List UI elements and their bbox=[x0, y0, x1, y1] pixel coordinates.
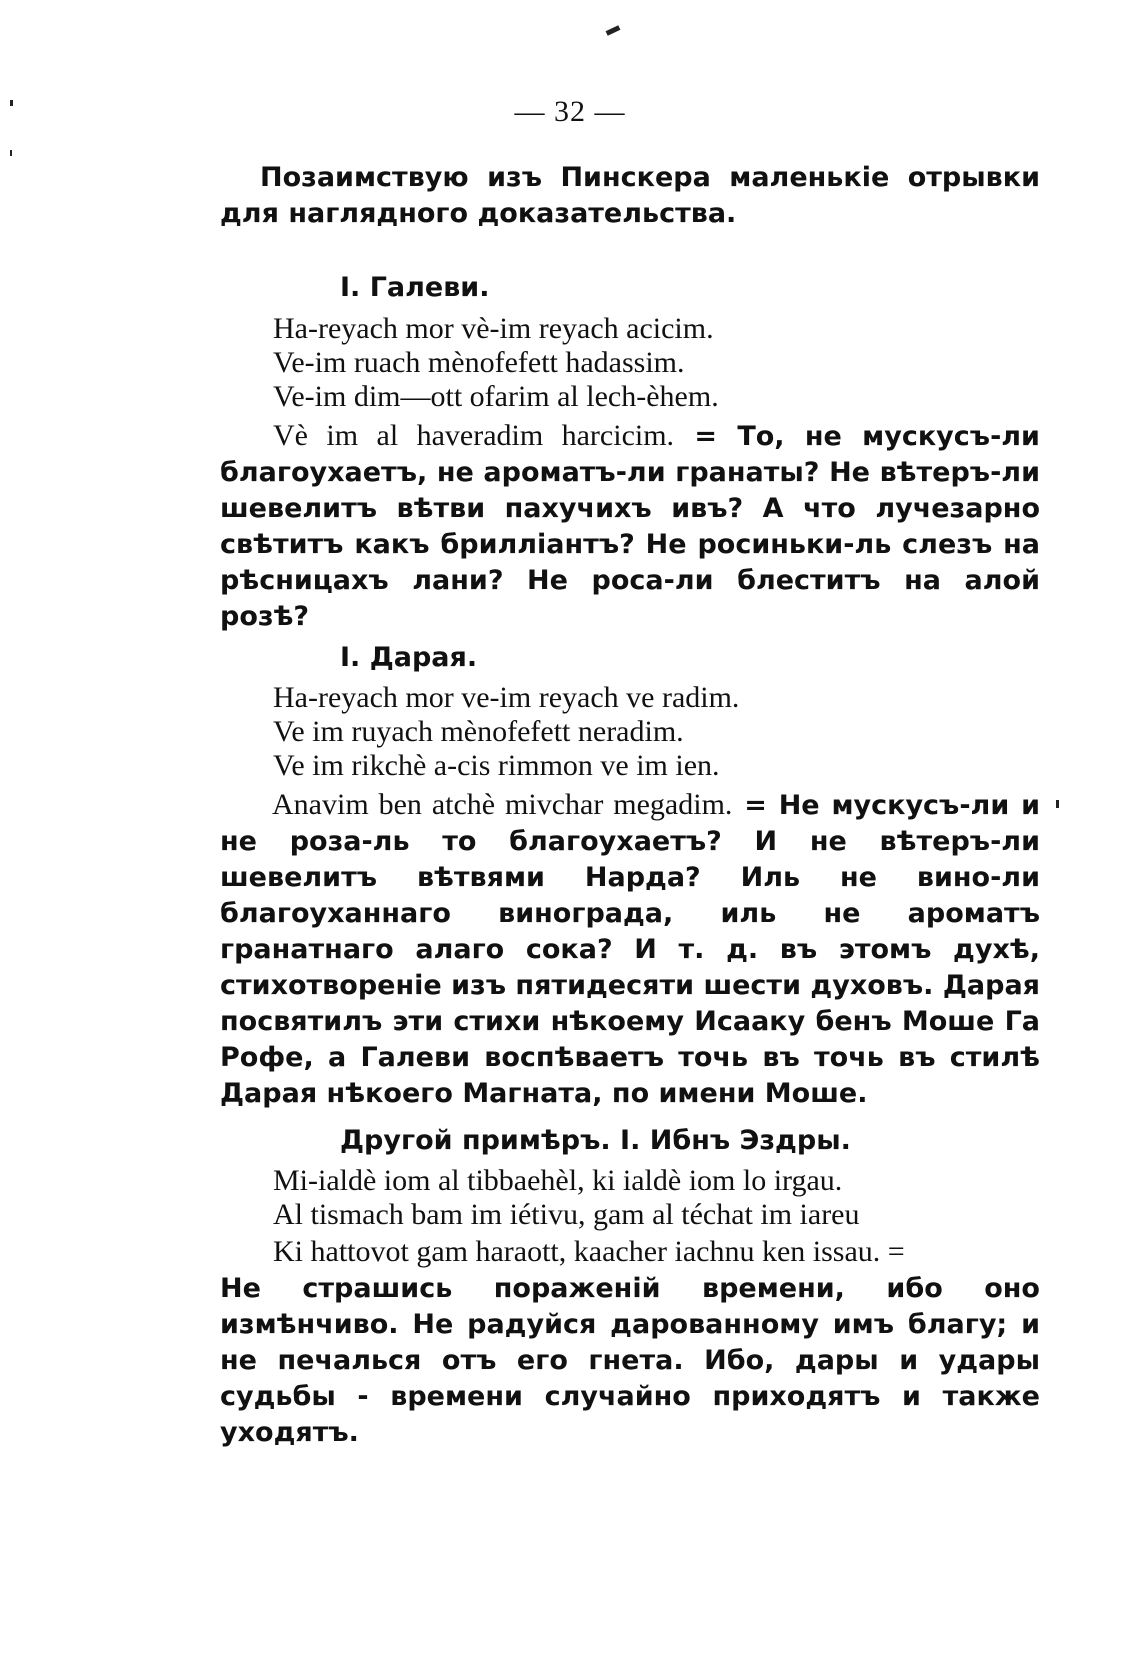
verse-line: Ha-reyach mor ve-im reyach ve radim. bbox=[273, 681, 740, 714]
verse-block-ibn-ezra bbox=[273, 1164, 860, 1232]
translation-text: Не страшись пораженій времени, ибо оно измѣнчиво. Не радуйся дарованному имъ благу; и не печалься отъ его гнета. Ибо, дары и удары судьбы - времени случайно приходятъ и также уходятъ. bbox=[220, 1273, 1040, 1448]
translation-text: = То, не мускусъ-ли благоухаетъ, не ароматъ-ли гранаты? Не вѣтеръ-ли шевелитъ вѣтви пахучихъ ивъ? А что лучезарно свѣтитъ какъ брилліантъ? Не росиньки-ль слезъ на рѣсницахъ лани? Не роса-ли блеститъ на алой розѣ? bbox=[220, 421, 1040, 632]
ink-speck bbox=[1056, 800, 1059, 808]
verse-line: Mi-ialdè iom al tibbaehèl, ki ialdè iom lo irgau. bbox=[273, 1164, 843, 1197]
verse-line: Ha-reyach mor vè-im reyach acicim. bbox=[273, 312, 714, 345]
intro-paragraph: Позаимствую изъ Пинскера маленькіе отрывки для наглядного доказательства. bbox=[220, 162, 1040, 229]
verse-line: Ve-im ruach mènofefett hadassim. bbox=[273, 346, 685, 379]
translation-text: = Не мускусъ-ли и не роза-ль то благоухаетъ? И не вѣтеръ-ли шевелитъ вѣтвями Нарда? Иль не вино-ли благоуханнаго винограда, иль не ароматъ гранатнаго алаго сока? И т. д. въ этомъ духѣ, стихотвореніе изъ пятидесяти шести духовъ. Дарая посвятилъ эти стихи нѣкоему Исааку бенъ Моше Га Рофе, а Галеви воспѣваетъ точь въ точь въ стилѣ Дарая нѣкоего Магната, по имени Моше. bbox=[220, 790, 1040, 1109]
verse-line-last: Vè im al haveradim harcicim. bbox=[273, 419, 675, 452]
verse-block-galevi bbox=[273, 312, 719, 414]
page-number: — 32 — bbox=[514, 95, 626, 128]
verse-line: Ve im ruyach mènofefett neradim. bbox=[273, 715, 684, 748]
ink-speck bbox=[10, 150, 12, 156]
section-heading-galevi: I. Галеви. bbox=[340, 272, 490, 303]
translation-daraya bbox=[220, 787, 1040, 1112]
ink-speck bbox=[606, 25, 621, 35]
section-heading-ibn-ezra: Другой примѣръ. I. Ибнъ Эздры. bbox=[340, 1125, 851, 1156]
translation-galevi bbox=[220, 418, 1040, 635]
verse-block-daraya bbox=[273, 681, 739, 783]
verse-line: Ve im rikchè a-cis rimmon ve im ien. bbox=[273, 749, 720, 782]
verse-line: Ve-im dim—ott ofarim al lech-èhem. bbox=[273, 380, 719, 413]
translation-ibn-ezra bbox=[220, 1234, 1040, 1451]
verse-line: Al tismach bam im iétivu, gam al téchat im iareu bbox=[273, 1198, 860, 1231]
verse-line-last: Anavim ben atchè mivchar megadim. bbox=[272, 788, 733, 821]
section-heading-daraya: I. Дарая. bbox=[340, 642, 478, 673]
verse-line-last: Ki hattovot gam haraott, kaacher iachnu ken issau. = bbox=[273, 1235, 905, 1268]
